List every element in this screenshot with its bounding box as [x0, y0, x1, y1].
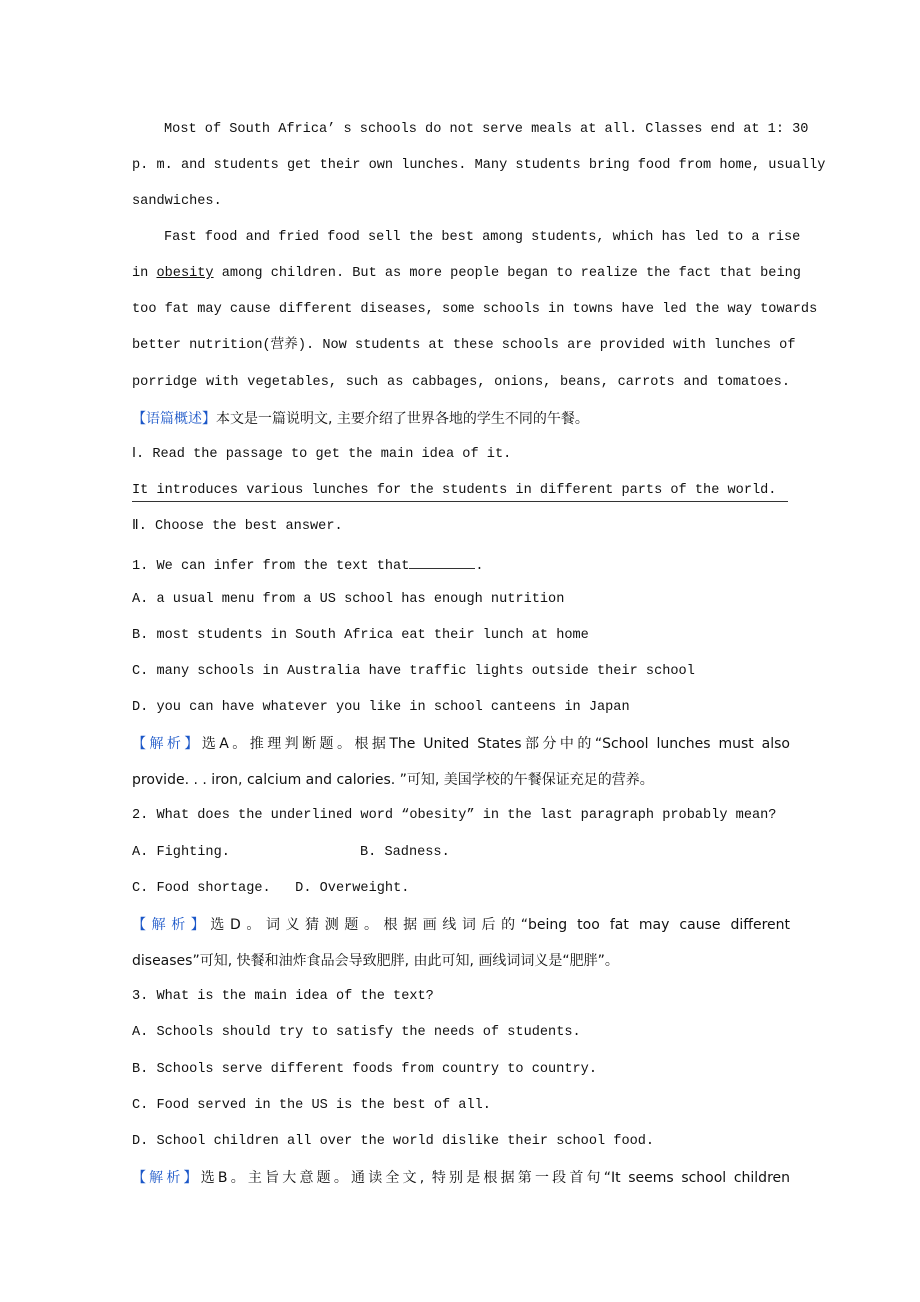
option: C. Food shortage. — [132, 881, 271, 896]
underlined-word: obesity — [156, 266, 214, 281]
option: D. you can have whatever you like in school canteens in Japan — [132, 700, 630, 715]
option: B. Sadness. — [360, 845, 450, 860]
analysis-tag: 【解析】 — [132, 736, 202, 752]
analysis: diseases”可知, 快餐和油炸食品会导致肥胖, 由此可知, 画线词词义是“肥胖”。 — [132, 953, 619, 969]
text: 选A。推理判断题。根据The United States部分中的“School lunches must also — [201, 736, 790, 752]
option: A. a usual menu from a US school has enough nutrition — [132, 592, 565, 607]
analysis-tag: 【解析】 — [132, 1170, 201, 1186]
option: D. School children all over the world dislike their school food. — [132, 1134, 655, 1149]
analysis — [132, 734, 790, 754]
part1-answer: It introduces various lunches for the students in different parts of the world. — [132, 481, 788, 502]
summary — [132, 409, 790, 429]
option-row — [132, 879, 790, 899]
text: 选D。词义猜测题。根据画线词后的“being too fat may cause different — [210, 917, 790, 933]
passage-line: Fast food and fried food sell the best among students, which has led to a rise — [164, 230, 801, 245]
passage-line: too fat may cause different diseases, some schools in towns have led the way towards — [132, 302, 818, 317]
passage-line: better nutrition(营养). Now students at these schools are provided with lunches of — [132, 338, 796, 353]
text: 选B。主旨大意题。通读全文, 特别是根据第一段首句“It seems school children — [200, 1170, 791, 1186]
option: B. most students in South Africa eat their lunch at home — [132, 628, 589, 643]
option: D. Overweight. — [295, 881, 410, 896]
analysis — [132, 915, 790, 935]
option: A. Schools should try to satisfy the needs of students. — [132, 1025, 581, 1040]
passage-line: p. m. and students get their own lunches. Many students bring food from home, usually — [132, 158, 826, 173]
option: C. Food served in the US is the best of all. — [132, 1098, 491, 1113]
text: . — [475, 559, 484, 574]
passage-line: porridge with vegetables, such as cabbages, onions, beans, carrots and tomatoes. — [132, 375, 790, 390]
passage-line: sandwiches. — [132, 194, 222, 209]
summary-tag: 【语篇概述】 — [132, 411, 216, 427]
summary-text: 本文是一篇说明文, 主要介绍了世界各地的学生不同的午餐。 — [216, 411, 589, 427]
analysis — [132, 1168, 790, 1188]
option: C. many schools in Australia have traffic lights outside their school — [132, 664, 695, 679]
option: A. Fighting. — [132, 845, 230, 860]
part2-title: Ⅱ. Choose the best answer. — [132, 519, 343, 534]
analysis: provide. . . iron, calcium and calories. ”可知, 美国学校的午餐保证充足的营养。 — [132, 772, 654, 788]
option: B. Schools serve different foods from country to country. — [132, 1062, 597, 1077]
text: among children. But as more people began to realize the fact that being — [213, 266, 801, 281]
analysis-tag: 【解析】 — [132, 917, 211, 933]
passage-line — [132, 264, 801, 284]
answer-blank — [409, 554, 475, 569]
part1-title: Ⅰ. Read the passage to get the main idea of it. — [132, 447, 512, 462]
question-1-stem — [132, 554, 790, 577]
passage-line: Most of South Africa’ s schools do not serve meals at all. Classes end at 1: 30 — [164, 122, 809, 137]
text: in — [132, 266, 157, 281]
question-3-stem: 3. What is the main idea of the text? — [132, 989, 434, 1004]
option-row — [132, 843, 790, 863]
text: 1. We can infer from the text that — [132, 559, 410, 574]
question-2-stem: 2. What does the underlined word “obesity” in the last paragraph probably mean? — [132, 808, 777, 823]
